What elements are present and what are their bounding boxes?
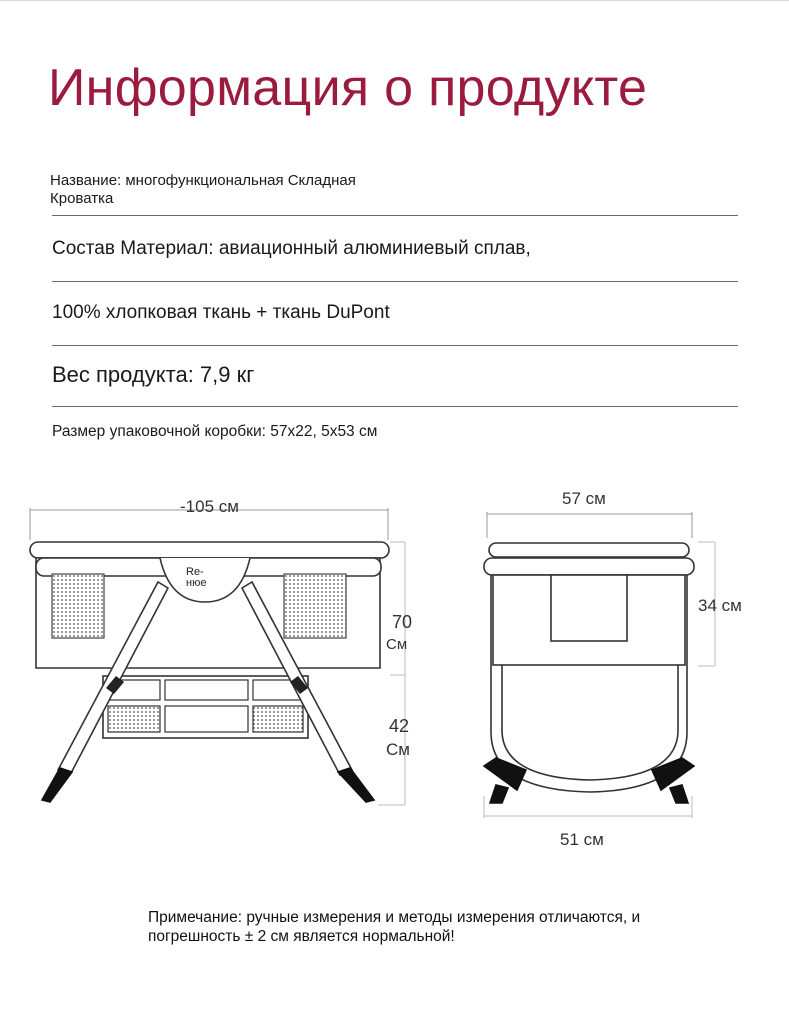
dimension-diagram [0,470,789,870]
side-width-label: -105 см [180,497,239,516]
side-view [30,508,408,805]
front-depth-label: 34 см [698,596,742,615]
side-total-height-value: 70 [392,612,413,632]
divider [52,406,738,407]
divider [52,281,738,282]
measurement-note: Примечание: ручные измерения и методы измерения отличаются, и погрешность ± 2 см является нормальной! [148,909,641,945]
brand-line2: нюе [186,577,207,589]
front-view [484,512,715,818]
brand-line1: Re- [186,566,204,578]
spec-product-name: Название: многофункциональная Складная Кроватка [50,172,356,207]
spec-material: Состав Материал: авиационный алюминиевый сплав, [52,238,531,259]
top-border [0,0,789,1]
spec-weight: Вес продукта: 7,9 кг [52,362,255,387]
divider [52,215,738,216]
divider [52,345,738,346]
page-title: Информация о продукте [48,59,648,117]
crib-drawing [0,470,789,870]
front-bottom-width-label: 51 см [560,830,604,849]
spec-fabric: 100% хлопковая ткань + ткань DuPont [52,302,390,323]
spec-box-size: Размер упаковочной коробки: 57x22, 5x53 см [52,423,378,440]
front-top-width-label: 57 см [562,489,606,508]
side-leg-height-value: 42 [389,716,410,736]
side-leg-height-unit: См [386,740,410,759]
side-total-height-unit: См [386,636,408,653]
